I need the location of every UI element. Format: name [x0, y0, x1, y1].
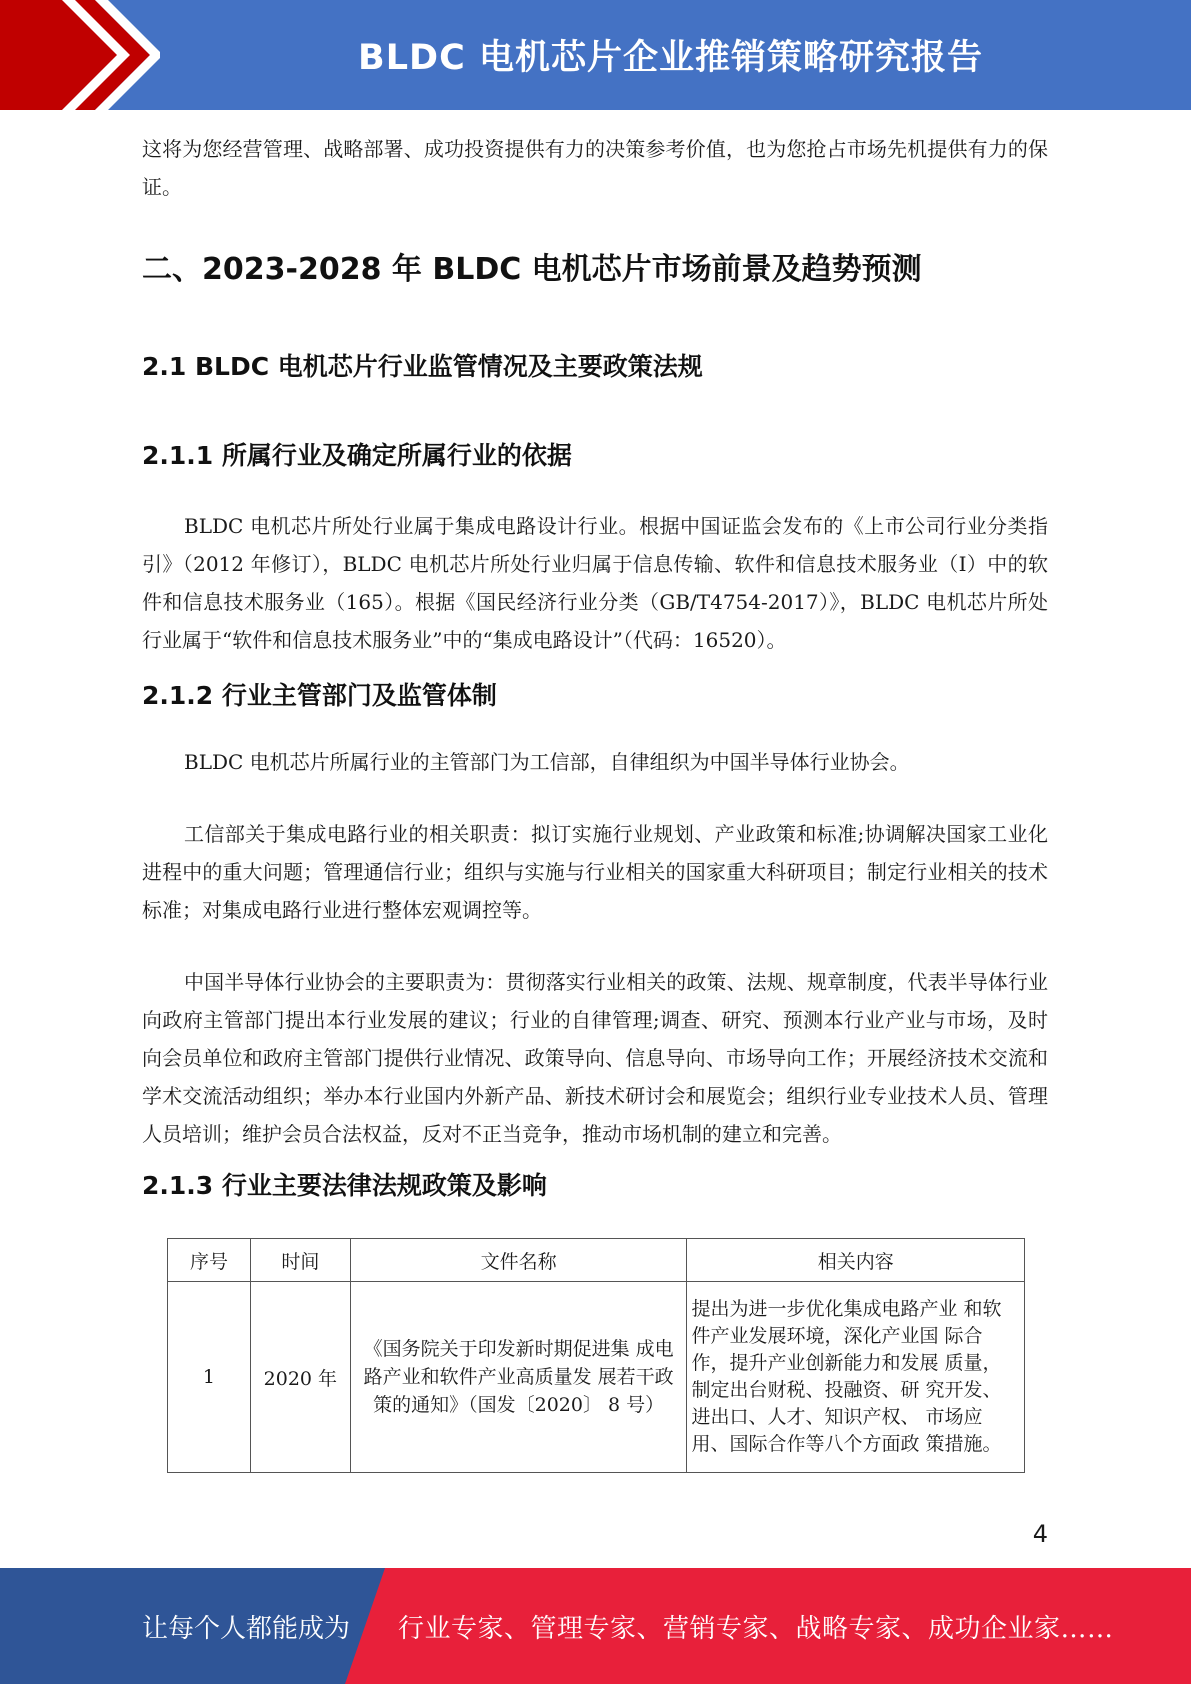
header-arrow-decoration: [0, 0, 160, 110]
report-title: BLDC 电机芯片企业推销策略研究报告: [358, 38, 983, 78]
section-2-1-3-heading: 2.1.3 行业主要法律法规政策及影响: [142, 1171, 547, 1200]
page-number: 4: [1032, 1520, 1048, 1548]
row-number-cell: 1: [168, 1282, 251, 1473]
row-document-cell: 《国务院关于印发新时期促进集 成电路产业和软件产业高质量发 展若干政策的通知》（国发〔2020〕 8 号）: [350, 1282, 687, 1473]
section-2-1-2-paragraph-2: 工信部关于集成电路行业的相关职责：拟订实施行业规划、产业政策和标准;协调解决国家工业化进程中的重大问题；管理通信行业；组织与实施与行业相关的国家重大科研项目；制定行业相关的技术标准；对集成电路行业进行整体宏观调控等。: [142, 822, 1048, 922]
table-header-cell: 序号: [168, 1239, 251, 1282]
section-2-1-1-paragraph: BLDC 电机芯片所处行业属于集成电路设计行业。根据中国证监会发布的《上市公司行业分类指引》（2012 年修订），BLDC 电机芯片所处行业归属于信息传输、软件和信息技术服务业（I）中的软件和信息技术服务业（165）。根据《国民经济行业分类（GB/T4754-2017）》，BLDC 电机芯片所处行业属于“软件和信息技术服务业”中的“集成电路设计”（代码：16520）。: [142, 514, 1048, 652]
section-2-1-2-paragraph-1: BLDC 电机芯片所属行业的主管部门为工信部，自律组织为中国半导体行业协会。: [184, 750, 910, 774]
table-header-cell: 相关内容: [687, 1239, 1025, 1282]
section-2-1-1-heading: 2.1.1 所属行业及确定所属行业的依据: [142, 441, 572, 470]
table-row: [168, 1282, 1025, 1473]
footer-slogan-right: 行业专家、管理专家、营销专家、战略专家、成功企业家……: [398, 1613, 1114, 1644]
table-header-row: [168, 1239, 1025, 1282]
row-time-cell: 2020 年: [250, 1282, 350, 1473]
table-header-cell: 文件名称: [350, 1239, 687, 1282]
row-content-cell: 提出为进一步优化集成电路产业 和软件产业发展环境，深化产业国 际合作，提升产业创新能力和发展 质量，制定出台财税、投融资、研 究开发、进出口、人才、知识产权、 市场应用、国际合作等八个方面政 策措施。: [687, 1282, 1025, 1473]
section-2-heading: 二、2023-2028 年 BLDC 电机芯片市场前景及趋势预测: [142, 252, 922, 287]
table-header-cell: 时间: [250, 1239, 350, 1282]
section-2-1-heading: 2.1 BLDC 电机芯片行业监管情况及主要政策法规: [142, 352, 703, 381]
footer-slogan-left: 让每个人都能成为: [142, 1613, 351, 1644]
page-content: [142, 130, 1048, 1203]
policy-table-container: [167, 1238, 1025, 1474]
intro-paragraph: 这将为您经营管理、战略部署、成功投资提供有力的决策参考价值，也为您抢占市场先机提供有力的保证。: [142, 137, 1048, 199]
page-footer: [0, 1568, 1191, 1684]
section-2-1-2-paragraph-3: 中国半导体行业协会的主要职责为：贯彻落实行业相关的政策、法规、规章制度，代表半导体行业向政府主管部门提出本行业发展的建议；行业的自律管理;调查、研究、预测本行业产业与市场，及时向会员单位和政府主管部门提供行业情况、政策导向、信息导向、市场导向工作；开展经济技术交流和学术交流活动组织；举办本行业国内外新产品、新技术研讨会和展览会；组织行业专业技术人员、管理人员培训；维护会员合法权益，反对不正当竞争，推动市场机制的建立和完善。: [142, 970, 1048, 1146]
page-header: [0, 0, 1191, 110]
policy-table: [167, 1238, 1025, 1473]
section-2-1-2-heading: 2.1.2 行业主管部门及监管体制: [142, 681, 497, 710]
